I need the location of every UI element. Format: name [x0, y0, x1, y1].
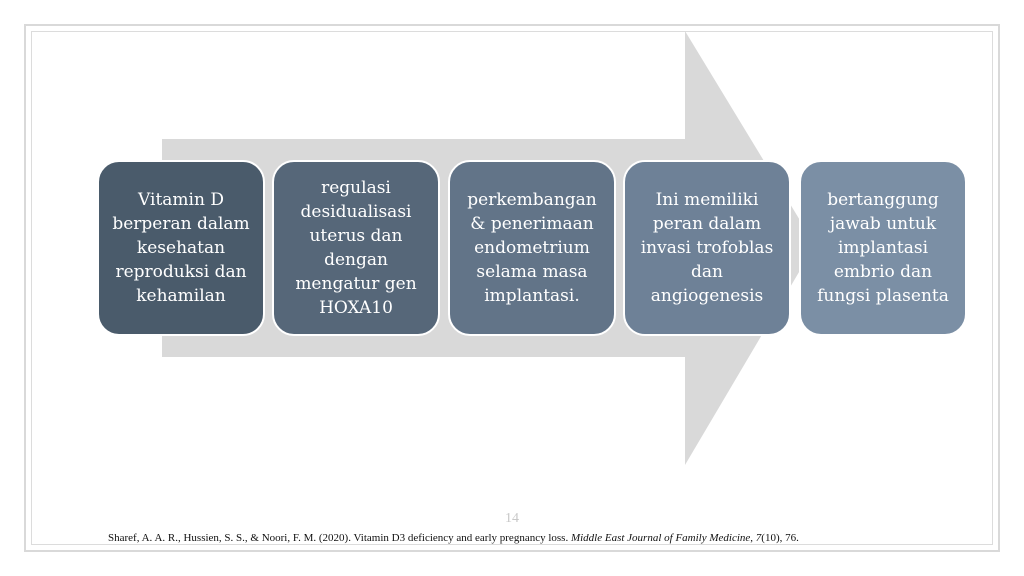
- step-3-box: [448, 160, 616, 336]
- citation: [108, 532, 988, 544]
- step-5-text: bertanggung jawab untuk implantasi embrio dan fungsi plasenta: [817, 190, 949, 306]
- step-1-text: Vitamin D berperan dalam kesehatan reproduksi dan kehamilan: [112, 190, 250, 306]
- citation-separator: ,: [750, 532, 756, 544]
- citation-issue-pages: (10), 76.: [761, 532, 799, 544]
- citation-journal: Middle East Journal of Family Medicine: [570, 532, 751, 544]
- step-2-text: regulasi desidualisasi uterus dan dengan mengatur gen HOXA10: [295, 178, 417, 318]
- step-1-box: [97, 160, 265, 336]
- step-5-box: [799, 160, 967, 336]
- step-2-box: [272, 160, 440, 336]
- step-4-box: [623, 160, 791, 336]
- step-3-text: perkembangan & penerimaan endometrium selama masa implantasi.: [467, 190, 597, 306]
- step-4-text: Ini memiliki peran dalam invasi trofoblas dan angiogenesis: [640, 190, 774, 306]
- page-number: 14: [505, 511, 519, 526]
- citation-authors: Sharef, A. A. R., Hussien, S. S., & Noori, F. M. (2020). Vitamin D3 deficiency and early pregnancy loss.: [108, 532, 571, 544]
- citation-volume: 7: [755, 532, 762, 544]
